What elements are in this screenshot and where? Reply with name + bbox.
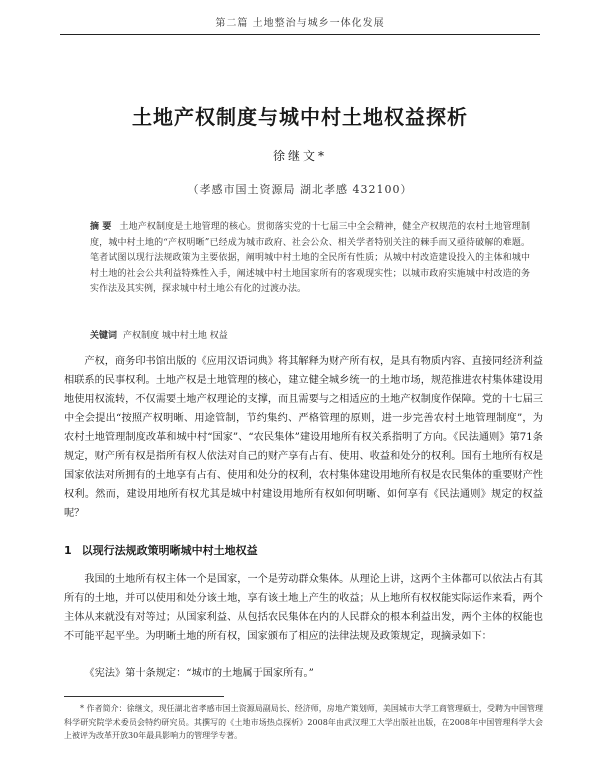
- intro-paragraph: 产权，商务印书馆出版的《应用汉语词典》将其解释为财产所有权，是具有物质内容、直接同经济利益相联系的民事权利。土地产权是土地管理的核心，建立健全城乡统一的土地市场，规范推进农村集体建设用地使用权流转，不仅需要土地产权理论的支撑，而且需要与之相适应的土地产权制度作保障。党的十七届三中全会提出“按照产权明晰、用途管制，节约集约、严格管理的原则，进一步完善农村土地管理制度”，为农村土地管理制度改革和城中村“国家”、“农民集体”建设用地所有权关系指明了方向。《民法通则》第71条规定，财产所有权是指所有权人依法对自己的财产享有占有、使用、收益和处分的权利。国有土地所有权是国家依法对所拥有的土地享有占有、使用和处分的权利，农村集体建设用地所有权是农民集体的重要财产性权利。然而，建设用地所有权尤其是城中村建设用地所有权如何明晰、如何享有《民法通则》规定的权益呢？: [64, 356, 543, 519]
- author-footnote: * 作者简介：徐继文，现任湖北省孝感市国土资源局副局长、经济师，房地产策划师，美国城市大学工商管理硕士，受聘为中国管理科学研究院学术委员会特约研究员。其撰写的《土地市场热点探析》2008年由武汉理工大学出版社出版，在2008年中国管理科学大会上被评为改革开放30年最具影响力的管理学专著。: [64, 704, 543, 740]
- abstract: [90, 220, 530, 298]
- abstract-label: 摘 要: [90, 222, 112, 232]
- section-title: 以现行法规政策明晰城中村土地权益: [81, 544, 258, 557]
- author-name: 徐继文*: [272, 149, 327, 163]
- section-heading: [64, 542, 258, 558]
- constitution-quote: 《宪法》第十条规定：“城市的土地属于国家所有。”: [84, 668, 314, 679]
- keywords-label: 关键词: [90, 331, 118, 341]
- section-paragraph: 我国的土地所有权主体一个是国家，一个是劳动群众集体。从理论上讲，这两个主体都可以依法占有其所有的土地，并可以使用和处分该土地，享有该土地上产生的收益；从上地所有权权能实际运作来看，两个主体从来就没有对等过；从国家利益、从包括农民集体在内的人民群众的根本利益出发，两个主体的权能也不可能平起平坐。为明晰土地的所有权，国家颁布了相应的法律法规及政策规定，现摘录如下：: [64, 574, 543, 642]
- article-title: 土地产权制度与城中村土地权益探析: [132, 105, 468, 129]
- header-rule: [60, 34, 540, 35]
- keywords: [90, 328, 530, 341]
- section-number: 1: [64, 544, 72, 557]
- abstract-text: 土地产权制度是土地管理的核心。贯彻落实党的十七届三中全会精神，健全产权规范的农村土地管理制度，城中村土地的“产权明晰”已经成为城市政府、社会公众、相关学者特别关注的棘手而又亟待破解的难题。笔者试图以现行法规政策为主要依据，阐明城中村土地的全民所有性质；从城中村改造建设投入的主体和城中村土地的社会公共利益特殊性入手，阐述城中村土地国家所有的客观现实性；以城市政府实施城中村改造的务实作法及其实例，探求城中村土地公有化的过渡办法。: [90, 222, 530, 295]
- keywords-text: 产权制度 城中村土地 权益: [123, 331, 228, 341]
- running-header: 第二篇 土地整治与城乡一体化发展: [215, 18, 385, 29]
- footnote-rule: [64, 696, 224, 697]
- author-affiliation: （孝感市国土资源局 湖北孝感 432100）: [187, 183, 413, 196]
